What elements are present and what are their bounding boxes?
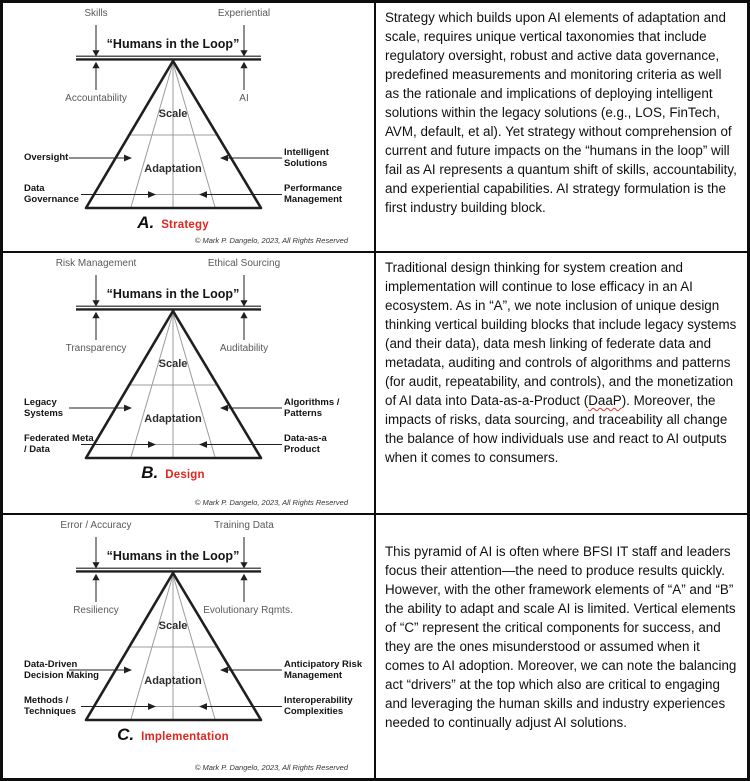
pyramid-tier-adaptation: Adaptation (144, 163, 202, 175)
description-text: This pyramid of AI is often where BFSI IT staff and leaders focus their attention—the need to produce results quickly. However, with the other framework elements of “A” and “B” the ability to adapt and scale AI is limited. Vertical elements of “C” represent the critical components for success, and they are the ones misunderstood or assumed when it comes to AI adoption. Moreover, we can note the balancing act “drivers” at the top which also are critical to engaging and leveraging the human skills and industry experiences needed to continually adjust AI solutions. (385, 544, 737, 730)
caption-category: Implementation (141, 731, 229, 743)
copyright-note: © Mark P. Dangelo, 2023, All Rights Reserved (194, 236, 348, 245)
pyramid-tier-scale: Scale (158, 358, 188, 370)
below-right-driver-label: AI (239, 93, 249, 104)
pyramid-tier-adaptation: Adaptation (144, 413, 202, 425)
caption-letter: A. (137, 213, 155, 232)
caption-category: Design (165, 469, 205, 481)
description-text: Traditional design thinking for system creation and implementation will continue to lose efficacy in an AI ecosystem. As in “A”, we note inclusion of unique design thinking vertical building blocks that include legacy systems (and their data), data mesh linking of federate data and metadata, auditing and controls of algorithms and patterns (for audit, repeatability, and controls), and the monetization of AI data into Data-as-a-Product ( (385, 260, 737, 408)
description-paragraph (385, 258, 739, 467)
balance-beam (76, 568, 261, 571)
caption-c (3, 725, 343, 745)
beam-title: “Humans in the Loop” (106, 287, 240, 301)
top-right-driver-label: Ethical Sourcing (207, 258, 281, 269)
below-left-driver-label: Resiliency (73, 605, 119, 616)
caption-category: Strategy (161, 219, 209, 231)
top-right-driver-label: Experiential (217, 8, 271, 19)
diagram-c (3, 515, 376, 778)
left-callout-1: Legacy Systems (24, 396, 64, 419)
copyright-note: © Mark P. Dangelo, 2023, All Rights Reserved (194, 498, 348, 507)
diagram-a (3, 3, 376, 251)
right-callout-1: Anticipatory Risk Management (284, 658, 363, 681)
balance-beam (76, 56, 261, 59)
balance-beam (76, 306, 261, 309)
copyright-note: © Mark P. Dangelo, 2023, All Rights Reserved (194, 763, 348, 772)
pyramid-inner-lines (98, 63, 249, 207)
pyramid-tier-scale: Scale (158, 620, 188, 632)
pyramid-inner-lines (98, 575, 249, 719)
top-left-driver-label: Skills (84, 8, 108, 19)
top-left-driver-label: Risk Management (55, 258, 137, 269)
right-callout-2: Performance Management (284, 182, 343, 205)
caption-a (3, 213, 343, 233)
right-callout-1: Intelligent Solutions (284, 146, 329, 169)
panel-c-row (3, 515, 747, 778)
right-callout-1: Algorithms / Patterns (284, 396, 340, 419)
pyramid-tier-scale: Scale (158, 108, 188, 120)
left-callout-2: Data Governance (24, 182, 79, 205)
pyramid-inner-lines (98, 313, 249, 457)
caption-letter: B. (141, 463, 159, 482)
spellcheck-flagged-word: DaaP (588, 393, 622, 408)
left-callout-2: Methods / Techniques (24, 694, 77, 717)
below-right-driver-label: Auditability (219, 343, 269, 354)
caption-letter: C. (117, 725, 135, 744)
left-callout-1: Data-Driven Decision Making (24, 658, 99, 681)
below-left-driver-label: Accountability (65, 93, 127, 104)
panel-b-row (3, 253, 747, 515)
diagram-b (3, 253, 376, 513)
description-paragraph (385, 542, 739, 732)
panel-a-row (3, 3, 747, 253)
description-b (376, 253, 747, 513)
right-callout-2: Interoperability Complexities (284, 694, 353, 717)
description-a (376, 3, 747, 251)
pyramid-tier-adaptation: Adaptation (144, 675, 202, 687)
description-c (376, 515, 747, 778)
beam-title: “Humans in the Loop” (106, 549, 240, 563)
top-left-driver-label: Error / Accuracy (60, 520, 132, 531)
left-callout-2: Federated Meta / Data (24, 432, 94, 455)
caption-b (3, 463, 343, 483)
below-right-driver-label: Evolutionary Rqmts. (203, 605, 293, 616)
left-callout-1: Oversight (24, 152, 69, 164)
description-text-tail: ). Moreover, the impacts of risks, data sourcing, and traceability all change the balance of how individuals use and react to AI outputs when it comes to consumers. (385, 393, 728, 465)
description-paragraph (385, 8, 739, 217)
description-text: Strategy which builds upon AI elements of adaptation and scale, requires unique vertical taxonomies that include regulatory oversight, robust and active data governance, predefined measurements and monitoring criteria as well as the rationale and implications of deploying intelligent solutions within the legacy solutions (e.g., LOS, FinTech, AVM, default, et al). Yet strategy without comprehension of current and future impacts on the “humans in the loop” will fail as AI represents a quantum shift of skills, accountability, and experiential capabilities. AI strategy formulation is the first industry building block. (385, 10, 737, 215)
top-right-driver-label: Training Data (214, 520, 274, 531)
below-left-driver-label: Transparency (65, 343, 127, 354)
beam-title: “Humans in the Loop” (106, 37, 240, 51)
right-callout-2: Data-as-a Product (284, 432, 327, 455)
